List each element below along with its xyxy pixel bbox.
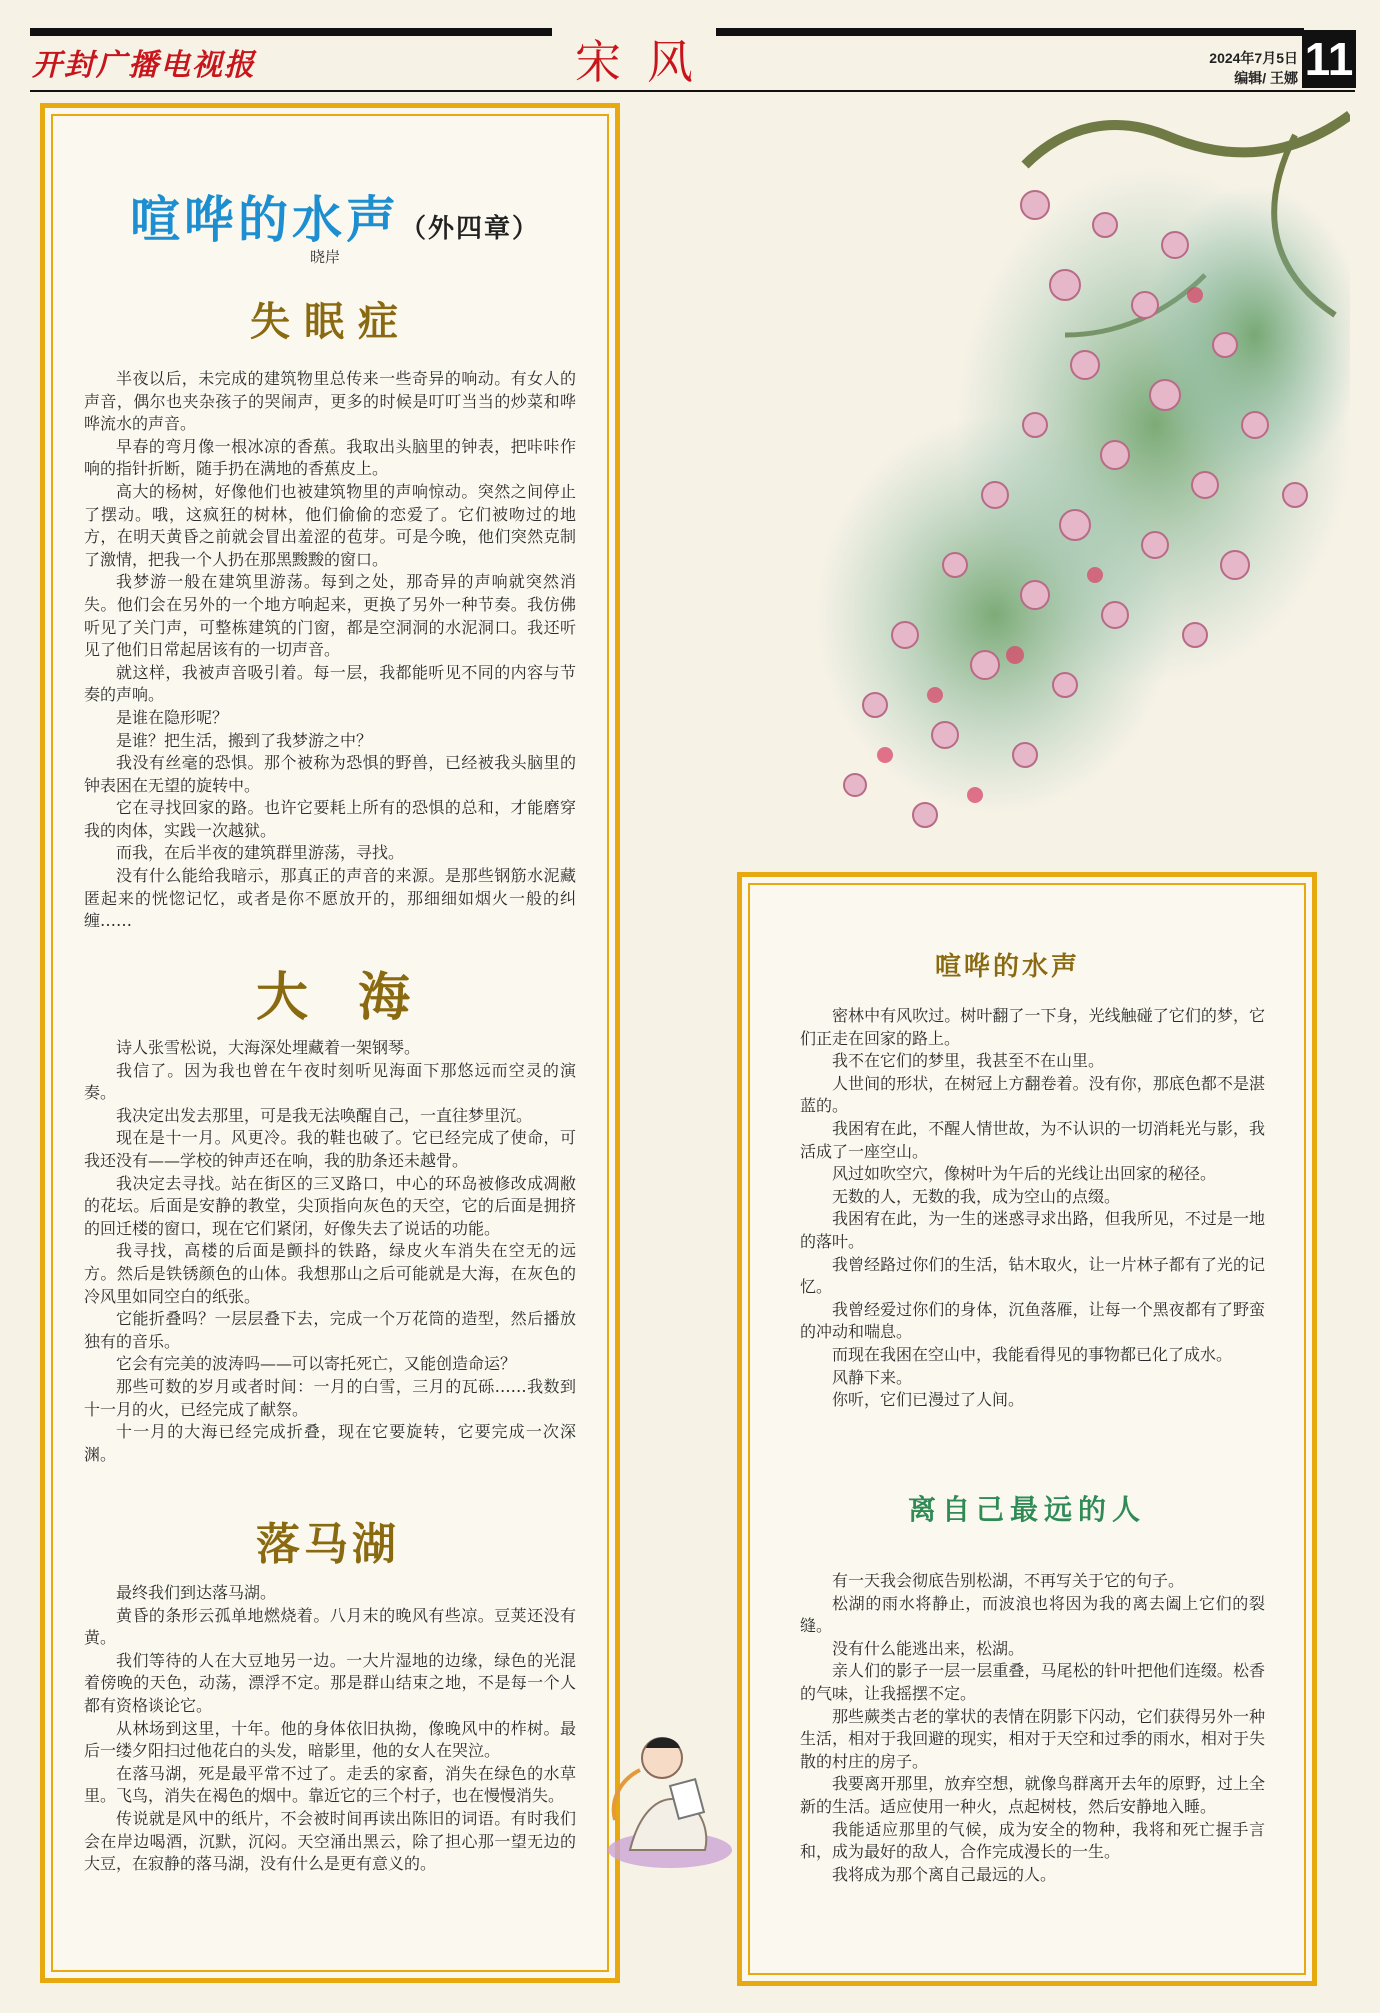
paragraph: 它在寻找回家的路。也许它要耗上所有的恐惧的总和，才能磨穿我的肉体，实践一次越狱。	[84, 798, 576, 840]
masthead-bar-right	[716, 28, 1304, 36]
paragraph: 而我，在后半夜的建筑群里游荡，寻找。	[116, 843, 405, 863]
paragraph: 半夜以后，未完成的建筑物里总传来一些奇异的响动。有女人的声音，偶尔也夹杂孩子的哭闹声，更多的时候是叮叮当当的炒菜和哗哗流水的声音。	[84, 369, 576, 434]
paragraph: 而现在我困在空山中，我能看得见的事物都已化了成水。	[832, 1344, 1233, 1364]
paragraph: 我决定出发去那里，可是我无法唤醒自己，一直往梦里沉。	[116, 1105, 533, 1125]
paragraph: 我没有丝毫的恐惧。那个被称为恐惧的野兽，已经被我头脑里的钟表困在无望的旋转中。	[84, 753, 576, 795]
paragraph: 人世间的形状，在树冠上方翻卷着。没有你，那底色都不是湛蓝的。	[800, 1073, 1265, 1116]
paragraph: 没有什么能逃出来，松湖。	[832, 1638, 1025, 1658]
paragraph: 就这样，我被声音吸引着。每一层，我都能听见不同的内容与节奏的声响。	[84, 662, 576, 705]
paragraph: 我不在它们的梦里，我甚至不在山里。	[832, 1051, 1105, 1071]
paragraph: 诗人张雪松说，大海深处埋藏着一架钢琴。	[116, 1038, 421, 1057]
paragraph: 它会有完美的波涛吗——可以寄托死亡，又能创造命运？	[116, 1354, 517, 1374]
poem-title	[130, 180, 540, 252]
column-name: 宋风	[575, 35, 719, 89]
paragraph: 松湖的雨水将静止，而波浪也将因为我的离去阖上它们的裂缝。	[800, 1593, 1265, 1636]
paragraph: 我寻找，高楼的后面是颤抖的铁路，绿皮火车消失在空无的远方。然后是铁锈颜色的山体。我想那山之后可能就是大海，在灰色的冷风里如同空白的纸张。	[84, 1241, 576, 1306]
paragraph: 最终我们到达落马湖。	[116, 1583, 277, 1602]
newspaper-name: 开封广播电视报	[32, 48, 256, 83]
paragraph: 高大的杨树，好像他们也被建筑物里的声响惊动。突然之间停止了摆动。哦，这疯狂的树林，他们偷偷的恋爱了。它们被吻过的地方，在明天黄昏之前就会冒出羞涩的苞芽。可是今晚，他们突然克制了激情，把我一个人扔在那黑黢黢的窗口。	[84, 481, 576, 569]
paragraph: 我曾经路过你们的生活，钻木取火，让一片林子都有了光的记忆。	[800, 1254, 1265, 1297]
paragraph: 风静下来。	[832, 1367, 913, 1387]
paragraph: 那些蕨类古老的掌状的表情在阴影下闪动，它们获得另外一种生活，相对于我回避的现实，相对于天空和过季的雨水，相对于失散的村庄的房子。	[800, 1706, 1265, 1771]
masthead-bar-left	[30, 28, 552, 36]
paragraph: 在落马湖，死是最平常不过了。走丢的家畜，消失在绿色的水草里。飞鸟，消失在褐色的烟中。靠近它的三个村子，也在慢慢消失。	[84, 1763, 576, 1806]
paragraph: 有一天我会彻底告别松湖，不再写关于它的句子。	[832, 1571, 1185, 1590]
paragraph: 是谁？把生活，搬到了我梦游之中？	[116, 730, 373, 750]
paragraph: 我梦游一般在建筑里游荡。每到之处，那奇异的声响就突然消失。他们会在另外的一个地方响起来，更换了另外一种节奏。我仿佛听见了关门声，可整栋建筑的门窗，都是空洞洞的水泥洞口。我还听见了他们日常起居该有的一切声音。	[84, 572, 576, 660]
poem-title-text: 喧哗的水声	[130, 191, 400, 249]
section-body-sea	[84, 1037, 576, 1466]
paragraph: 我决定去寻找。站在街区的三叉路口，中心的环岛被修改成凋敝的花坛。后面是安静的教堂，尖顶指向灰色的天空，它的后面是拥挤的回迁楼的窗口，现在它们紧闭，好像失去了说话的功能。	[84, 1173, 576, 1238]
paragraph: 我将成为那个离自己最远的人。	[832, 1864, 1057, 1884]
section-body-water	[800, 1005, 1265, 1412]
paragraph: 密林中有风吹过。树叶翻了一下身，光线触碰了它们的梦，它们正走在回家的路上。	[800, 1006, 1265, 1048]
paragraph: 我信了。因为我也曾在午夜时刻听见海面下那悠远而空灵的演奏。	[84, 1060, 576, 1103]
paragraph: 亲人们的影子一层一层重叠，马尾松的针叶把他们连缀。松香的气味，让我摇摆不定。	[800, 1661, 1265, 1703]
paragraph: 那些可数的岁月或者时间：一月的白雪，三月的瓦砾……我数到十一月的火，已经完成了献祭。	[84, 1376, 576, 1419]
rose-vine-illustration	[735, 95, 1350, 875]
editor-credit: 编辑/ 王娜	[1234, 70, 1298, 86]
paragraph: 现在是十一月。风更冷。我的鞋也破了。它已经完成了使命，可我还没有——学校的钟声还在响，我的肋条还未越骨。	[84, 1128, 576, 1170]
section-title-water: 喧哗的水声	[935, 952, 1081, 982]
paragraph: 我困宥在此，为一生的迷惑寻求出路，但我所见，不过是一地的落叶。	[800, 1209, 1265, 1251]
paragraph: 早春的弯月像一根冰凉的香蕉。我取出头脑里的钟表，把咔咔作响的指针折断，随手扔在满地的香蕉皮上。	[84, 436, 576, 479]
section-body-lake	[84, 1582, 576, 1876]
paragraph: 我们等待的人在大豆地另一边。一大片湿地的边缘，绿色的光混着傍晚的天色，动荡，漂浮不定。那是群山结束之地，不是每一个人都有资格谈论它。	[84, 1650, 576, 1715]
paragraph: 黄昏的条形云孤单地燃烧着。八月末的晚风有些凉。豆荚还没有黄。	[84, 1605, 576, 1648]
paragraph: 传说就是风中的纸片，不会被时间再读出陈旧的词语。有时我们会在岸边喝酒，沉默，沉闷。天空涌出黑云，除了担心那一望无边的大豆，在寂静的落马湖，没有什么是更有意义的。	[84, 1808, 576, 1874]
reading-figure-illustration	[600, 1700, 735, 1870]
paragraph: 我能适应那里的气候，成为安全的物种，我将和死亡握手言和，成为最好的敌人，合作完成漫长的一生。	[800, 1819, 1265, 1862]
masthead	[0, 0, 1380, 100]
paragraph: 无数的人，无数的我，成为空山的点缀。	[832, 1186, 1121, 1206]
issue-date: 2024年7月5日	[1209, 50, 1298, 66]
section-title-farthest: 离自己最远的人	[908, 1493, 1147, 1526]
section-body-farthest	[800, 1570, 1265, 1886]
paragraph: 是谁在隐形呢？	[116, 707, 229, 727]
section-title-insomnia: 失眠症	[250, 299, 412, 345]
paragraph: 它能折叠吗？一层层叠下去，完成一个万花筒的造型，然后播放独有的音乐。	[84, 1309, 576, 1351]
paragraph: 我要离开那里，放弃空想，就像鸟群离开去年的原野，过上全新的生活。适应使用一种火，点起树枝，然后安静地入睡。	[800, 1774, 1265, 1816]
paragraph: 我困宥在此，不醒人情世故，为不认识的一切消耗光与影，我活成了一座空山。	[800, 1118, 1265, 1161]
paragraph: 你听，它们已漫过了人间。	[832, 1390, 1025, 1410]
section-body-insomnia	[84, 368, 576, 933]
paragraph: 风过如吹空穴，像树叶为午后的光线让出回家的秘径。	[832, 1164, 1217, 1184]
poem-subtitle: （外四章）	[400, 214, 541, 244]
section-title-lake: 落马湖	[256, 1519, 400, 1570]
paragraph: 没有什么能给我暗示，那真正的声音的来源。是那些钢筋水泥藏匿起来的恍惚记忆，或者是你不愿放开的，那细细如烟火一般的纠缠……	[84, 866, 576, 931]
paragraph: 十一月的大海已经完成折叠，现在它要旋转，它要完成一次深渊。	[84, 1422, 576, 1464]
section-title-sea: 大海	[256, 968, 461, 1028]
paragraph: 从林场到这里，十年。他的身体依旧执拗，像晚风中的柞树。最后一缕夕阳扫过他花白的头发，暗影里，他的女人在哭泣。	[84, 1718, 576, 1761]
page-number: 11	[1302, 30, 1356, 88]
date-editor-block	[1209, 48, 1298, 88]
paragraph: 我曾经爱过你们的身体，沉鱼落雁，让每一个黑夜都有了野蛮的冲动和喘息。	[800, 1299, 1265, 1342]
author-name: 晓岸	[310, 248, 341, 266]
